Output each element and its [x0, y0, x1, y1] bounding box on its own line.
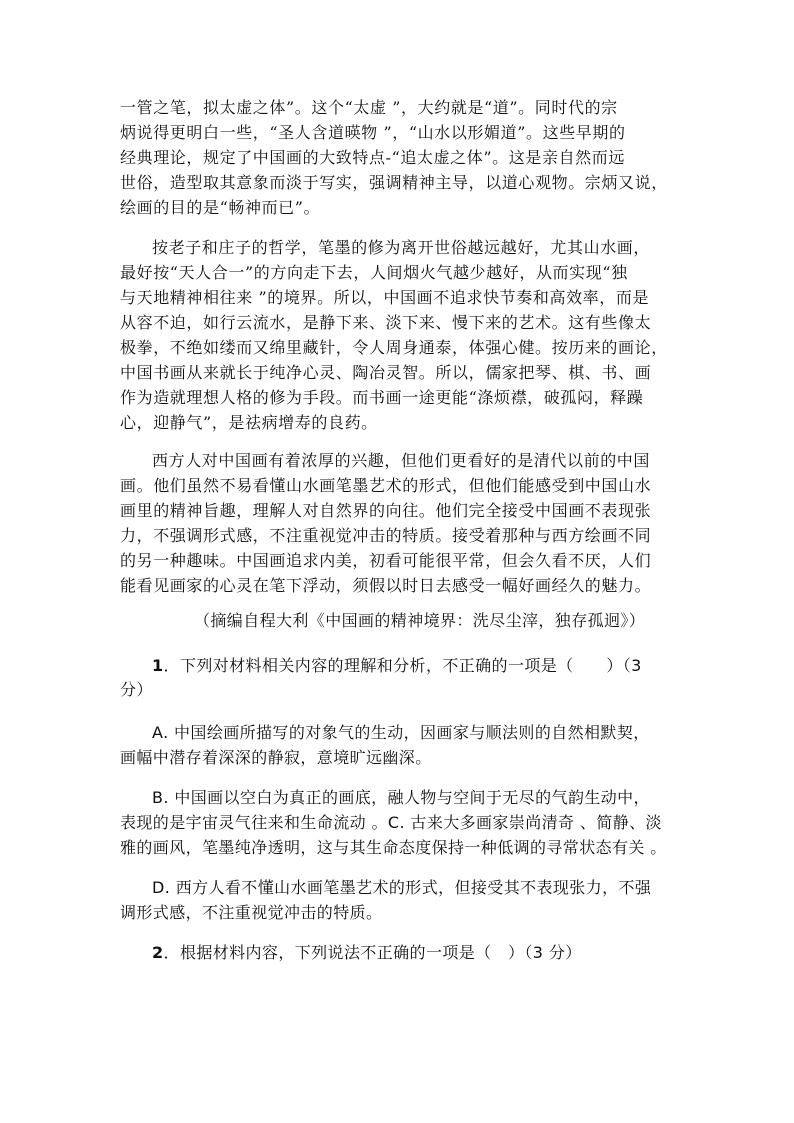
option-text: B. 中国画以空白为真正的画底，融人物与空间于无尽的气韵生动中，	[152, 788, 650, 807]
text-line: 心，迎静气”，是祛病增寿的良药。	[120, 413, 378, 432]
option-text: A. 中国绘画所描写的对象气的生动，因画家与顺法则的自然相默契，	[152, 723, 650, 742]
question-text: ．下列对材料相关内容的理解和分析，不正确的一项是（ ）（3	[163, 656, 642, 675]
question-2-stem	[152, 943, 582, 963]
text-line: 按老子和庄子的哲学，笔墨的修为离开世俗越远越好，尤其山水画，	[152, 238, 651, 257]
text-line: 画里的精神旨趣，理解人对自然界的向往。他们完全接受中国画不表现张	[120, 501, 652, 520]
option-text: 调形式感，不注重视觉冲击的特质。	[120, 903, 383, 922]
text-line: 世俗，造型取其意象而淡于写实，强调精神主导，以道心观物。宗炳又说，	[120, 173, 668, 192]
option-text: 表现的是宇宙灵气往来和生命流动 。C. 古来大多画家崇尚清奇 、简静、淡	[120, 813, 662, 832]
text-line: 能看见画家的心灵在笔下浮动，须假以时日去感受一幅好画经久的魅力。	[120, 576, 652, 595]
text-line: 经典理论，规定了中国画的大致特点-“追太虚之体”。这是亲自然而远	[120, 148, 625, 167]
option-text: D. 西方人看不懂山水画笔墨艺术的形式，但接受其不表现张力，不强	[152, 878, 652, 897]
text-line: 最好按“天人合一”的方向走下去，人间烟火气越少越好，从而实现“独	[120, 263, 628, 282]
option-text: 画幅中潜存着深深的静寂，意境旷远幽深。	[120, 748, 432, 767]
text-line: 西方人对中国画有着浓厚的兴趣，但他们更看好的是清代以前的中国	[152, 451, 651, 470]
text-line: 炳说得更明白一些，“圣人含道暎物 ”，“山水以形媚道”。这些早期的	[120, 123, 626, 142]
text-line: 极拳，不绝如缕而又绵里藏针，令人周身通泰，体强心健。按历来的画论，	[120, 338, 668, 357]
question-text-cont: 分）	[120, 680, 153, 699]
text-line: 中国书画从来就长于纯净心灵、陶冶灵智。所以，儒家把琴、棋、书、画	[120, 363, 652, 382]
question-number: 1	[152, 656, 164, 675]
text-line: 力，不强调形式感，不注重视觉冲击的特质。接受着那种与西方绘画不同	[120, 526, 652, 545]
question-number: 2	[152, 943, 164, 962]
question-text: ．根据材料内容，下列说法不正确的一项是（ ）（3 分）	[163, 943, 582, 962]
text-line: 绘画的目的是“畅神而已”。	[120, 198, 321, 217]
text-line: 的另一种趣味。中国画追求内美，初看可能很平常，但会久看不厌，人们	[120, 551, 652, 570]
text-line: 从容不迫，如行云流水，是静下来、淡下来、慢下来的艺术。这有些像太	[120, 313, 652, 332]
question-1-stem	[152, 656, 642, 676]
text-line: 画。他们虽然不易看懂山水画笔墨艺术的形式，但他们能感受到中国山水	[120, 476, 652, 495]
text-line: 与天地精神相往来 ”的境界。所以，中国画不追求快节奏和高效率，而是	[120, 288, 650, 307]
option-text: 雅的画风，笔墨纯净透明，这与其生命态度保持一种低调的寻常状态有关 。	[120, 838, 667, 857]
source-text: （摘编自程大利《中国画的精神境界：洗尽尘滓，独存孤迥》）	[194, 611, 646, 630]
text-line: 一管之笔，拟太虚之体”。这个“太虚 ”，大约就是“道”。同时代的宗	[120, 98, 618, 117]
text-line: 作为造就理想人格的修为手段。而书画一途更能“涤烦襟，破孤闷，释躁	[120, 388, 644, 407]
